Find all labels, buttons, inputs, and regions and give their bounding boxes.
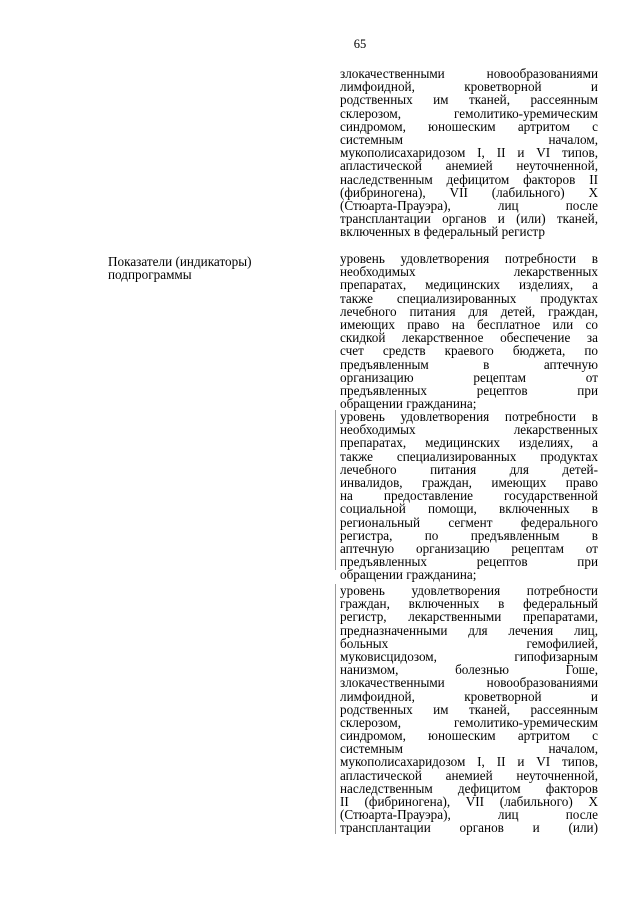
text-line: лимфоидной, кроветворной и (340, 688, 598, 704)
text-line: лечебного питания для детей- (340, 461, 598, 477)
text-line: предъявленных рецептов при (340, 554, 598, 570)
text-line: регистра, по предъявленным в (340, 527, 598, 543)
text-line: граждан, включенных в федеральный (340, 596, 598, 612)
text-line: также специализированных продуктах (340, 448, 598, 464)
text-line: обращении гражданина; (340, 567, 477, 583)
text-line: аптечную организацию рецептам от (340, 540, 598, 556)
text-line: также специализированных продуктах (340, 290, 598, 306)
text-line: организацию рецептам от (340, 369, 598, 385)
text-line: нанизмом, болезнью Гоше, (340, 662, 598, 678)
text-line: (Стюарта-Прауэра), лиц после (340, 197, 598, 213)
indicator-text-block (340, 252, 598, 410)
block-divider (335, 584, 336, 834)
text-line: родственных им тканей, рассеянным (340, 92, 598, 108)
text-line: склерозом, гемолитико-уремическим (340, 714, 598, 730)
text-line: включенных в федеральный регистр (340, 224, 545, 240)
page-number: 65 (353, 37, 367, 51)
text-line: наследственным дефицитом факторов II (340, 171, 598, 187)
text-line: скидкой лекарственное обеспечение за (340, 330, 598, 346)
text-line: на предоставление государственной (340, 488, 598, 504)
text-line: инвалидов, граждан, имеющих право (340, 474, 598, 490)
text-line: уровень удовлетворения потребности (340, 583, 598, 598)
text-line: апластической анемией неуточненной, (340, 158, 598, 174)
indicators-label-line: Показатели (индикаторы) (108, 254, 252, 269)
text-line: синдромом, юношеским артритом с (340, 118, 598, 134)
text-line: препаратах, медицинских изделиях, а (340, 277, 598, 293)
text-line: злокачественными новообразованиями (340, 66, 598, 81)
text-line: апластической анемией неуточненной, (340, 767, 598, 783)
indicators-label-line: подпрограммы (108, 267, 192, 283)
text-line: мукополисахаридозом I, II и VI типов, (340, 145, 598, 161)
text-line: II (фибриногена), VII (лабильного) X (340, 794, 598, 809)
text-line: родственных им тканей, рассеянным (340, 701, 598, 717)
text-line: обращении гражданина; (340, 396, 477, 412)
text-line: препаратах, медицинских изделиях, а (340, 435, 598, 451)
text-line: мукополисахаридозом I, II и VI типов, (340, 754, 598, 770)
text-line: системным началом, (340, 741, 598, 757)
text-line: счет средств краевого бюджета, по (340, 343, 598, 359)
text-line: наследственным дефицитом факторов (340, 780, 598, 796)
text-line: (Стюарта-Прауэра), лиц после (340, 807, 598, 823)
continued-text-block (340, 67, 598, 238)
indicator-text-block (340, 584, 598, 835)
text-line: лимфоидной, кроветворной и (340, 79, 598, 95)
indicators-label (108, 255, 298, 281)
text-line: системным началом, (340, 131, 598, 147)
text-line: склерозом, гемолитико-уремическим (340, 105, 598, 121)
text-line: синдромом, юношеским артритом с (340, 728, 598, 744)
text-line: муковисцидозом, гипофизарным (340, 648, 598, 664)
text-line: уровень удовлетворения потребности в (340, 409, 598, 424)
text-line: необходимых лекарственных (340, 264, 598, 280)
text-line: злокачественными новообразованиями (340, 675, 598, 691)
text-line: трансплантации органов и (или) тканей, (340, 211, 598, 227)
text-line: регистр, лекарственными препаратами, (340, 609, 598, 625)
text-line: больных гемофилией, (340, 635, 598, 651)
text-line: предназначенными для лечения лиц, (340, 622, 598, 638)
text-line: уровень удовлетворения потребности в (340, 251, 598, 266)
text-line: трансплантации органов и (или) (340, 820, 598, 836)
indicator-text-block (340, 410, 598, 581)
text-line: имеющих право на бесплатное или со (340, 316, 598, 332)
text-line: необходимых лекарственных (340, 422, 598, 438)
text-line: социальной помощи, включенных в (340, 501, 598, 517)
text-line: региональный сегмент федерального (340, 514, 598, 530)
text-line: предъявленных рецептов при (340, 382, 598, 398)
text-line: предъявленным в аптечную (340, 356, 598, 372)
block-divider (335, 410, 336, 570)
text-line: лечебного питания для детей, граждан, (340, 303, 598, 319)
text-line: (фибриногена), VII (лабильного) X (340, 184, 598, 200)
